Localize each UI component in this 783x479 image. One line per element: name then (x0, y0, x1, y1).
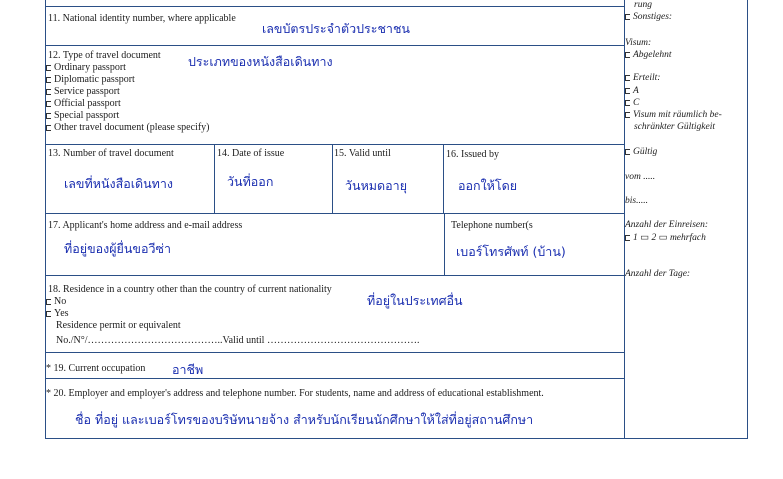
row-line (45, 45, 625, 46)
phone-answer[interactable]: เบอร์โทรศัพท์ (บ้าน) (456, 244, 566, 259)
checkbox-icon[interactable] (46, 125, 51, 131)
field-15-label: 15. Valid until (334, 148, 391, 159)
field-11-answer[interactable]: เลขบัตรประจำตัวประชาชน (262, 21, 410, 36)
field-19-label: * 19. Current occupation (46, 363, 146, 374)
sidebar-option-c: C (625, 98, 639, 109)
checkbox-icon[interactable] (625, 52, 630, 58)
option-no[interactable]: No (46, 296, 66, 308)
checkbox-icon[interactable] (625, 75, 630, 81)
sidebar-visum: Visum: (625, 38, 652, 48)
residence-permit-line[interactable]: No./N°/…………………………………..Valid until ………………………………………. (56, 335, 420, 346)
option-official-passport[interactable]: Official passport (46, 98, 121, 110)
row-line (45, 352, 625, 353)
field-17-label: 17. Applicant's home address and e-mail address (48, 220, 243, 231)
field-12-label: 12. Type of travel document (48, 50, 161, 61)
sidebar-rung: rung (634, 0, 652, 10)
field-16-answer[interactable]: ออกให้โดย (458, 178, 518, 193)
field-18-answer[interactable]: ที่อยู่ในประเทศอื่น (367, 293, 463, 308)
row-line (45, 378, 625, 379)
option-special-passport[interactable]: Special passport (46, 110, 119, 122)
field-17-answer[interactable]: ที่อยู่ของผู้ยื่นขอวีซ่า (64, 241, 171, 256)
sidebar-gueltig: Gültig (625, 147, 657, 158)
checkbox-icon[interactable] (46, 101, 51, 107)
field-20-answer[interactable]: ชื่อ ที่อยู่ และเบอร์โทรของบริษัทนายจ้าง สำหรับนักเรียนนักศึกษาให้ใส่ที่อยู่สถานศึกษา (75, 412, 534, 427)
required-star: * (46, 388, 51, 399)
checkbox-icon[interactable] (46, 113, 51, 119)
required-star: * (46, 363, 51, 374)
col-divider (444, 213, 445, 276)
sidebar-right-border (747, 0, 748, 439)
sidebar-sonstiges: Sonstiges: (625, 12, 672, 23)
residence-permit-label: Residence permit or equivalent (56, 320, 181, 331)
checkbox-icon[interactable] (46, 89, 51, 95)
field-13-label: 13. Number of travel document (48, 148, 174, 159)
checkbox-icon[interactable] (625, 149, 630, 155)
sidebar-visum-raeumlich: Visum mit räumlich be- (625, 110, 722, 121)
checkbox-icon[interactable] (625, 88, 630, 94)
checkbox-icon[interactable] (625, 100, 630, 106)
checkbox-icon[interactable] (46, 65, 51, 71)
option-diplomatic-passport[interactable]: Diplomatic passport (46, 74, 135, 86)
field-11-label: 11. National identity number, where applicable (48, 13, 236, 24)
sidebar-option-a: A (625, 86, 639, 97)
field-14-label: 14. Date of issue (217, 148, 285, 159)
field-20-label: * 20. Employer and employer's address and telephone number. For students, name and address of educational establishment. (46, 388, 544, 399)
option-yes[interactable]: Yes (46, 308, 69, 320)
checkbox-icon[interactable] (46, 77, 51, 83)
row-line (45, 6, 625, 7)
row-line (45, 213, 625, 214)
row-line (45, 144, 625, 145)
field-13-answer[interactable]: เลขที่หนังสือเดินทาง (64, 176, 174, 191)
sidebar-visum-raeumlich-2: schränkter Gültigkeit (634, 122, 715, 132)
option-service-passport[interactable]: Service passport (46, 86, 120, 98)
sidebar-erteilt: Erteilt: (625, 73, 660, 84)
checkbox-icon[interactable] (46, 311, 51, 317)
col-divider (214, 144, 215, 214)
sidebar-bottom-line (624, 438, 748, 439)
field-16-label: 16. Issued by (446, 149, 500, 160)
phone-label: Telephone number(s (451, 220, 533, 231)
sidebar-tage: Anzahl der Tage: (625, 269, 691, 279)
checkbox-icon[interactable] (46, 299, 51, 305)
field-15-answer[interactable]: วันหมดอายุ (345, 178, 408, 193)
field-12-answer[interactable]: ประเภทของหนังสือเดินทาง (188, 54, 333, 69)
sidebar-vom: vom ..... (625, 172, 656, 182)
field-19-answer[interactable]: อาชีพ (172, 362, 204, 377)
field-14-answer[interactable]: วันที่ออก (227, 174, 274, 189)
option-ordinary-passport[interactable]: Ordinary passport (46, 62, 126, 74)
sidebar-einreisen-options: 1 ▭ 2 ▭ mehrfach (625, 233, 706, 244)
col-divider (443, 144, 444, 214)
sidebar-bis: bis..... (625, 196, 648, 206)
field-18-label: 18. Residence in a country other than the country of current nationality (48, 284, 332, 295)
checkbox-icon[interactable] (625, 14, 630, 20)
row-line (45, 275, 625, 276)
option-other-travel-document[interactable]: Other travel document (please specify) (46, 122, 210, 134)
sidebar-einreisen: Anzahl der Einreisen: (625, 220, 709, 230)
checkbox-icon[interactable] (625, 112, 630, 118)
row-line (45, 438, 625, 439)
col-divider (332, 144, 333, 214)
sidebar-abgelehnt: Abgelehnt (625, 50, 672, 61)
checkbox-icon[interactable] (625, 235, 630, 241)
